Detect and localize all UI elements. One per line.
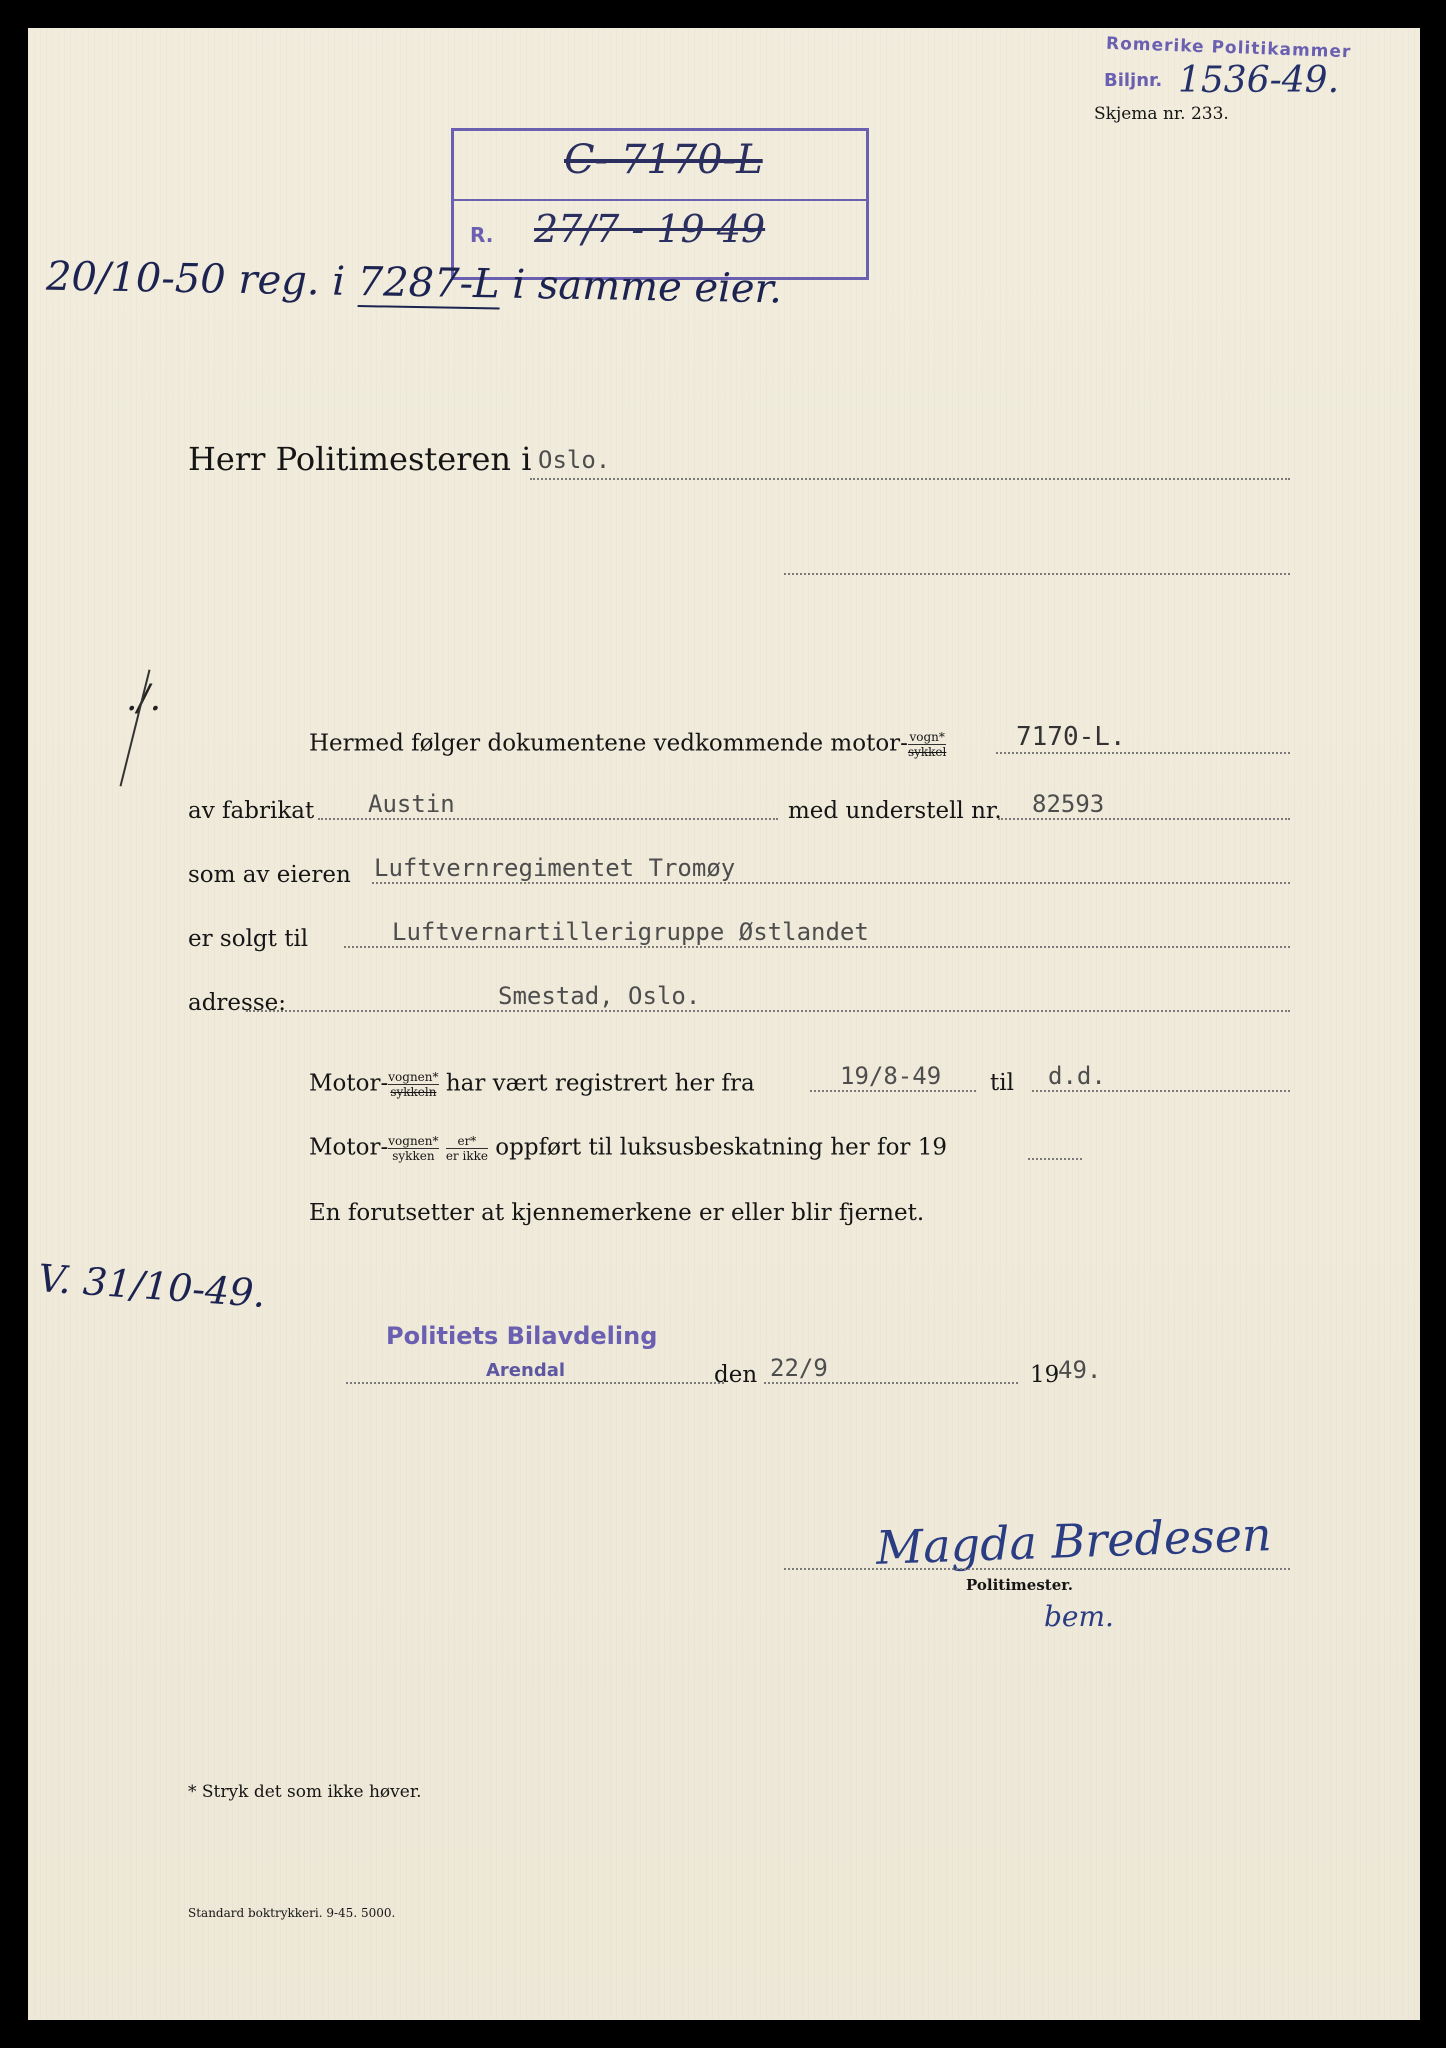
- solgt-value: Luftvernartillerigruppe Østlandet: [392, 918, 869, 946]
- note-reg-number: 7287-L: [357, 259, 501, 308]
- adresse-line: [246, 1010, 1290, 1012]
- date-year: 49.: [1058, 1356, 1102, 1384]
- til-label: til: [990, 1070, 1014, 1096]
- adresse-label: adresse:: [188, 990, 287, 1016]
- date-day-line: [764, 1382, 1018, 1384]
- lux-rest: oppført til luksusbeskatning her for 19: [495, 1134, 947, 1161]
- addressee-value: Oslo.: [538, 446, 611, 474]
- frac-bottom: sykkel: [907, 745, 947, 759]
- intro-value-line: [996, 752, 1290, 754]
- frac-bottom: sykken: [392, 1149, 435, 1163]
- registered-from: 19/8-49: [840, 1062, 942, 1090]
- eier-value: Luftvernregimentet Tromøy: [374, 854, 736, 882]
- understell-value: 82593: [1032, 790, 1105, 818]
- frac-top: vognen*: [388, 1134, 439, 1148]
- frac-bottom: sykkeln: [390, 1085, 437, 1099]
- solgt-label: er solgt til: [188, 926, 309, 952]
- registration-stamp-box: [451, 128, 869, 280]
- signature-suffix: bem.: [1044, 1600, 1114, 1633]
- frac-bottom: er ikke: [445, 1149, 488, 1163]
- form-number: Skjema nr. 233.: [1094, 104, 1229, 124]
- frac-top: vogn*: [909, 730, 945, 744]
- signature: Magda Bredesen: [875, 1507, 1273, 1575]
- footnote: * Stryk det som ikke høver.: [188, 1782, 422, 1802]
- lux-prefix: Motor-: [309, 1134, 389, 1161]
- plates-note: En forutsetter at kjennemerkene er eller blir fjernet.: [309, 1200, 925, 1226]
- signature-line: [784, 1568, 1290, 1570]
- side-handwritten-mark: V. 31/10-49.: [36, 1256, 268, 1316]
- date-day: 22/9: [770, 1354, 828, 1382]
- fabrikat-line: [318, 818, 778, 820]
- date-year-prefix: 19: [1030, 1362, 1060, 1388]
- place-stamp-line2: Arendal: [486, 1360, 566, 1381]
- solgt-line: [344, 946, 1290, 948]
- date-den-label: den: [714, 1362, 758, 1388]
- intro-text: Hermed følger dokumentene vedkommende motor-: [309, 730, 908, 757]
- printer-info: Standard boktrykkeri. 9-45. 5000.: [188, 1906, 396, 1920]
- addressee-line: [530, 478, 1290, 480]
- old-registration-number: C- 7170-L: [564, 137, 763, 183]
- note-part2: i samme eier.: [511, 261, 783, 313]
- note-part1: 20/10-50 reg. i: [45, 253, 346, 305]
- signature-title: Politimester.: [966, 1576, 1073, 1594]
- registration-number: 7170-L.: [1016, 722, 1126, 752]
- adresse-value: Smestad, Oslo.: [498, 982, 701, 1010]
- fabrikat-value: Austin: [368, 790, 455, 818]
- addressee-label: Herr Politimesteren i: [188, 440, 532, 478]
- understell-label: med understell nr.: [788, 798, 1002, 824]
- reg-til-line: [1032, 1090, 1290, 1092]
- eier-line: [372, 882, 1290, 884]
- frac-top: er*: [446, 1134, 488, 1149]
- office-stamp: Romerike Politikammer: [1105, 33, 1352, 63]
- intro-label: [309, 730, 946, 759]
- eier-label: som av eieren: [188, 862, 351, 888]
- reg-prefix: Motor-: [309, 1070, 389, 1097]
- bil-number-label: Biljnr.: [1104, 70, 1163, 91]
- reg-from-line: [810, 1090, 976, 1092]
- reg-fraction: [388, 1070, 438, 1099]
- old-registration-date: 27/7 - 19 49: [534, 207, 766, 251]
- document-page: [28, 28, 1420, 2020]
- registered-until: d.d.: [1048, 1062, 1106, 1090]
- reg-mid: har vært registrert her fra: [445, 1070, 755, 1097]
- margin-mark: ./.: [126, 678, 162, 719]
- understell-line: [998, 818, 1290, 820]
- lux-fraction-2: [446, 1134, 488, 1163]
- lux-year-line: [1028, 1158, 1082, 1160]
- fabrikat-label: av fabrikat: [188, 798, 315, 824]
- frac-top: vognen*: [388, 1070, 439, 1084]
- luxury-tax-label: [309, 1134, 947, 1163]
- addressee-line-2: [784, 573, 1290, 575]
- intro-fraction: [908, 730, 946, 759]
- registered-label: [309, 1070, 755, 1099]
- stamp-prefix: R.: [470, 223, 494, 247]
- place-line: [346, 1382, 724, 1384]
- lux-fraction-1: [388, 1134, 438, 1163]
- bil-number: 1536-49.: [1178, 60, 1340, 101]
- stamp-divider: [454, 199, 866, 201]
- place-stamp-line1: Politiets Bilavdeling: [386, 1322, 658, 1350]
